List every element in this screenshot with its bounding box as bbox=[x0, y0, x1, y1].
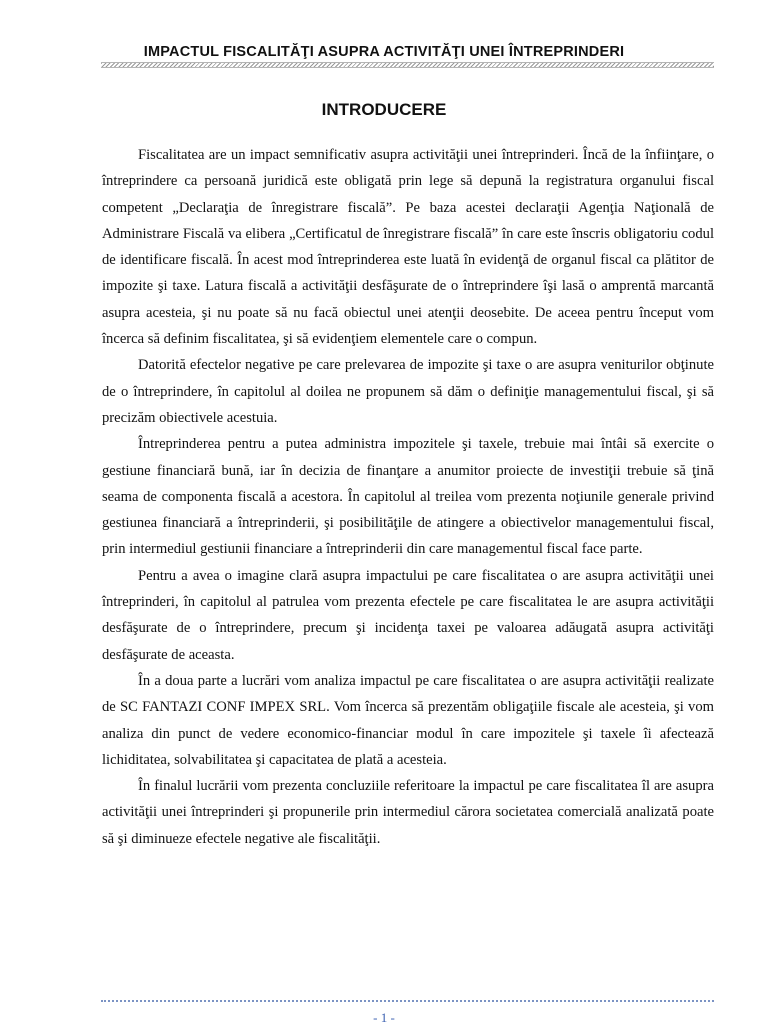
footer-divider bbox=[101, 1000, 714, 1002]
page-number: - 1 - bbox=[373, 1010, 395, 1025]
paragraph-3: Întreprinderea pentru a putea administra impozitele şi taxele, trebuie mai întâi să exercite o gestiune financiară bună, iar în decizia de finanţare a anumitor proiecte de investiţii trebuie să ţină seama de componenta fiscală a acestora. În capitolul al treilea vom prezenta noţiunile generale privind gestiunea financiară a întreprinderii, şi posibilităţile de atingere a obiectivelor managementului fiscal, prin intermediul gestiunii financiare a întreprinderii din care managementul fiscal face parte. bbox=[102, 436, 714, 558]
paragraph-5: În a doua parte a lucrări vom analiza impactul pe care fiscalitatea o are asupra activităţii realizate de SC FANTAZI CONF IMPEX SRL. Vom încerca să prezentăm obligaţiile fiscale ale acesteia, şi vom analiza din punct de vedere economico-financiar modul în care impozitele şi taxele îi afectează lichiditatea, solvabilitatea şi capacitatea de plată a acesteia. bbox=[102, 672, 714, 768]
paragraph-2: Datorită efectelor negative pe care prelevarea de impozite şi taxe o are asupra veniturilor obţinute de o întreprindere, în capitolul al doilea ne propunem să dăm o definiţie managementului fiscal, şi să precizăm obiectivele acestuia. bbox=[102, 357, 714, 426]
header-divider bbox=[101, 62, 714, 68]
document-body bbox=[102, 142, 714, 852]
paragraph-1: Fiscalitatea are un impact semnificativ asupra activităţii unei întreprinderi. Încă de la înfiinţare, o întreprindere ca persoană juridică este obligată prin lege să depună la registratura organului fiscal competent „Declaraţia de înregistrare fiscală”. Pe baza acestei declaraţii Agenţia Naţională de Administrare Fiscală va elibera „Certificatul de înregistrare fiscală” în care este înscris obligatoriu codul de identificare fiscală. În acest mod întreprinderea este luată în evidenţă de organul fiscal ca plătitor de impozite şi taxe. Latura fiscală a activităţii desfăşurate de o întreprindere îşi lasă o amprentă marcantă asupra acesteia, şi nu poate să nu facă obiectul unei atenţii deosebite. De aceea pentru început vom încerca să definim fiscalitatea, şi să evidenţiem elementele care o compun. bbox=[102, 147, 714, 348]
section-title: INTRODUCERE bbox=[321, 100, 447, 119]
running-header: IMPACTUL FISCALITĂŢI ASUPRA ACTIVITĂŢI UNEI ÎNTREPRINDERI bbox=[143, 44, 625, 60]
paragraph-6: În finalul lucrării vom prezenta concluziile referitoare la impactul pe care fiscalitatea îl are asupra activităţii unei întreprinderi şi propunerile prin intermediul cărora societatea comercială analizată poate să şi diminueze efectele negative ale fiscalităţii. bbox=[102, 778, 714, 847]
paragraph-4: Pentru a avea o imagine clară asupra impactului pe care fiscalitatea o are asupra activităţii unei întreprinderi, în capitolul al patrulea vom prezenta efectele pe care fiscalitatea le are asupra activităţii desfăşurate de o întreprindere, precum şi incidenţa taxei pe valoarea adăugată asupra activităţi desfăşurate de aceasta. bbox=[102, 567, 714, 663]
